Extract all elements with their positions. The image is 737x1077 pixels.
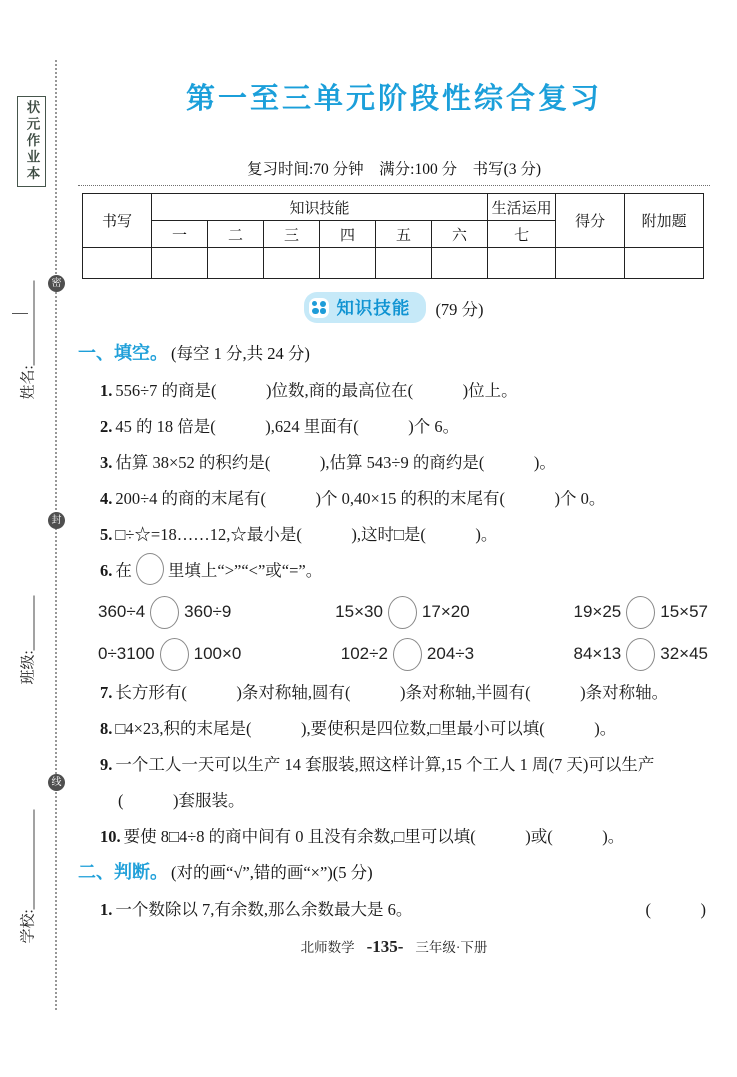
- circle-blank: [626, 596, 655, 629]
- compare-right: 100×0: [193, 644, 242, 663]
- exam-meta: 复习时间:70 分钟 满分:100 分 书写(3 分): [246, 161, 542, 178]
- question-number: 4.: [100, 489, 113, 508]
- brand-box: [17, 96, 46, 187]
- score-cell-empty: [556, 248, 625, 279]
- class-blank-line: [19, 595, 34, 650]
- section1-heading: [78, 342, 710, 365]
- name-field: [17, 257, 37, 400]
- fill-in-questions: [78, 373, 710, 855]
- th-score: 得分: [556, 194, 625, 248]
- comparison-grid: [78, 591, 710, 675]
- fold-mark: [12, 313, 28, 314]
- question-number: 7.: [100, 683, 113, 702]
- compare-right: 17×20: [421, 602, 470, 621]
- question-text: 556÷7 的商是( )位数,商的最高位在( )位上。: [115, 381, 518, 400]
- school-label: 学校:: [20, 909, 36, 944]
- comparison-item: [573, 638, 708, 671]
- comparison-item: [341, 638, 474, 671]
- section1-title: 一、填空。: [78, 343, 168, 363]
- section2-note: (对的画“√”,错的画“×”)(5 分): [171, 863, 373, 882]
- comparison-item: [98, 596, 231, 629]
- circle-blank: [160, 638, 189, 671]
- question-text: 在: [115, 561, 132, 580]
- seal-mark-mi: 密: [48, 275, 65, 292]
- score-cell-empty: [376, 248, 432, 279]
- name-label: 姓名:: [20, 365, 36, 400]
- score-cell-empty: [625, 248, 704, 279]
- th-life: 生活运用: [488, 194, 556, 221]
- content-column: [78, 0, 710, 957]
- compare-right: 15×57: [660, 602, 708, 621]
- section1-note: (每空 1 分,共 24 分): [171, 344, 310, 363]
- question-6: [78, 553, 710, 589]
- circle-blank: [388, 596, 417, 629]
- question-number: 5.: [100, 525, 113, 544]
- question-8: [78, 711, 710, 747]
- question-3: [78, 445, 710, 481]
- circle-blank: [136, 553, 164, 585]
- question-7: [78, 675, 710, 711]
- page-footer: [78, 936, 710, 957]
- compare-left: 0÷3100: [98, 644, 155, 663]
- question-text: 200÷4 的商的末尾有( )个 0,40×15 的积的末尾有( )个 0。: [115, 489, 606, 508]
- compare-left: 360÷4: [98, 602, 146, 621]
- question-text: 要使 8□4÷8 的商中间有 0 且没有余数,□里可以填( )或( )。: [123, 827, 625, 846]
- answer-blank: ( ): [645, 900, 706, 919]
- seal-mark-xian: 线: [48, 774, 65, 791]
- seal-dotted-line: [55, 60, 57, 1010]
- compare-right: 32×45: [660, 644, 708, 663]
- th-sub-4: 四: [320, 221, 376, 248]
- school-blank-line: [19, 809, 34, 909]
- th-sub-7: 七: [488, 221, 556, 248]
- judgment-1: [78, 892, 710, 928]
- question-number: 1.: [100, 381, 113, 400]
- score-cell-empty: [320, 248, 376, 279]
- th-sub-5: 五: [376, 221, 432, 248]
- th-sub-2: 二: [208, 221, 264, 248]
- compare-left: 19×25: [573, 602, 622, 621]
- comparison-item: [574, 596, 709, 629]
- score-table: [82, 193, 704, 279]
- question-number: 8.: [100, 719, 113, 738]
- question-text: 一个工人一天可以生产 14 套服装,照这样计算,15 个工人 1 周(7 天)可以生产( )套服装。: [115, 755, 655, 810]
- th-sub-1: 一: [152, 221, 208, 248]
- question-text: 45 的 18 倍是( ),624 里面有( )个 6。: [115, 417, 460, 436]
- footer-page-number: -135-: [366, 937, 404, 956]
- score-cell-empty: [264, 248, 320, 279]
- seal-mark-feng: 封: [48, 512, 65, 529]
- question-1: [78, 373, 710, 409]
- question-number: 10.: [100, 827, 121, 846]
- badge-label: 知识技能: [336, 298, 411, 318]
- th-sub-6: 六: [432, 221, 488, 248]
- question-4: [78, 481, 710, 517]
- circle-blank: [150, 596, 179, 629]
- question-text: □4×23,积的末尾是( ),要使积是四位数,□里最小可以填( )。: [115, 719, 617, 738]
- question-number: 2.: [100, 417, 113, 436]
- comparison-row: [78, 633, 710, 675]
- th-writing: 书写: [83, 194, 152, 248]
- brand-text: 状元作业本: [24, 100, 40, 183]
- question-number: 6.: [100, 561, 113, 580]
- compare-left: 102÷2: [340, 644, 388, 663]
- compare-left: 84×13: [573, 644, 622, 663]
- judgment-questions: [78, 892, 710, 928]
- score-cell-empty: [208, 248, 264, 279]
- compare-right: 360÷9: [184, 602, 232, 621]
- question-number: 1.: [100, 900, 113, 919]
- score-cell-empty: [488, 248, 556, 279]
- th-knowledge: 知识技能: [152, 194, 488, 221]
- comparison-item: [98, 638, 241, 671]
- question-text: 估算 38×52 的积约是( ),估算 543÷9 的商约是( )。: [115, 453, 556, 472]
- class-field: [17, 560, 37, 685]
- question-2: [78, 409, 710, 445]
- section2-heading: [78, 861, 710, 884]
- section2-title: 二、判断。: [78, 862, 168, 882]
- question-number: 3.: [100, 453, 113, 472]
- question-text: 长方形有( )条对称轴,圆有( )条对称轴,半圆有( )条对称轴。: [115, 683, 669, 702]
- score-cell-empty: [83, 248, 152, 279]
- question-text: 一个数除以 7,有余数,那么余数最大是 6。: [115, 900, 413, 919]
- compare-left: 15×30: [335, 602, 383, 621]
- th-extra: 附加题: [625, 194, 704, 248]
- score-cell-empty: [152, 248, 208, 279]
- question-number: 9.: [100, 755, 113, 774]
- footer-book: 北师数学: [300, 940, 355, 955]
- name-blank-line: [19, 280, 34, 365]
- page-title: 第一至三单元阶段性综合复习: [185, 83, 602, 115]
- question-5: [78, 517, 710, 553]
- comparison-row: [78, 591, 710, 633]
- th-sub-3: 三: [264, 221, 320, 248]
- footer-grade: 三年级·下册: [415, 940, 488, 955]
- knowledge-skills-badge: [304, 292, 426, 323]
- badge-score: (79 分): [435, 299, 484, 319]
- class-label: 班级:: [20, 650, 36, 685]
- compare-right: 204÷3: [426, 644, 475, 663]
- circle-blank: [393, 638, 422, 671]
- question-10: [78, 819, 710, 855]
- question-text: □÷☆=18……12,☆最小是( ),这时□是( )。: [115, 525, 498, 544]
- score-cell-empty: [432, 248, 488, 279]
- school-field: [17, 779, 37, 944]
- question-text: 里填上“>”“<”或“=”。: [167, 561, 323, 580]
- question-9: [78, 747, 710, 819]
- comparison-item: [335, 596, 470, 629]
- dots-icon: [309, 298, 329, 318]
- circle-blank: [626, 638, 655, 671]
- dotted-divider: [78, 185, 710, 186]
- section-badge-row: [78, 292, 710, 323]
